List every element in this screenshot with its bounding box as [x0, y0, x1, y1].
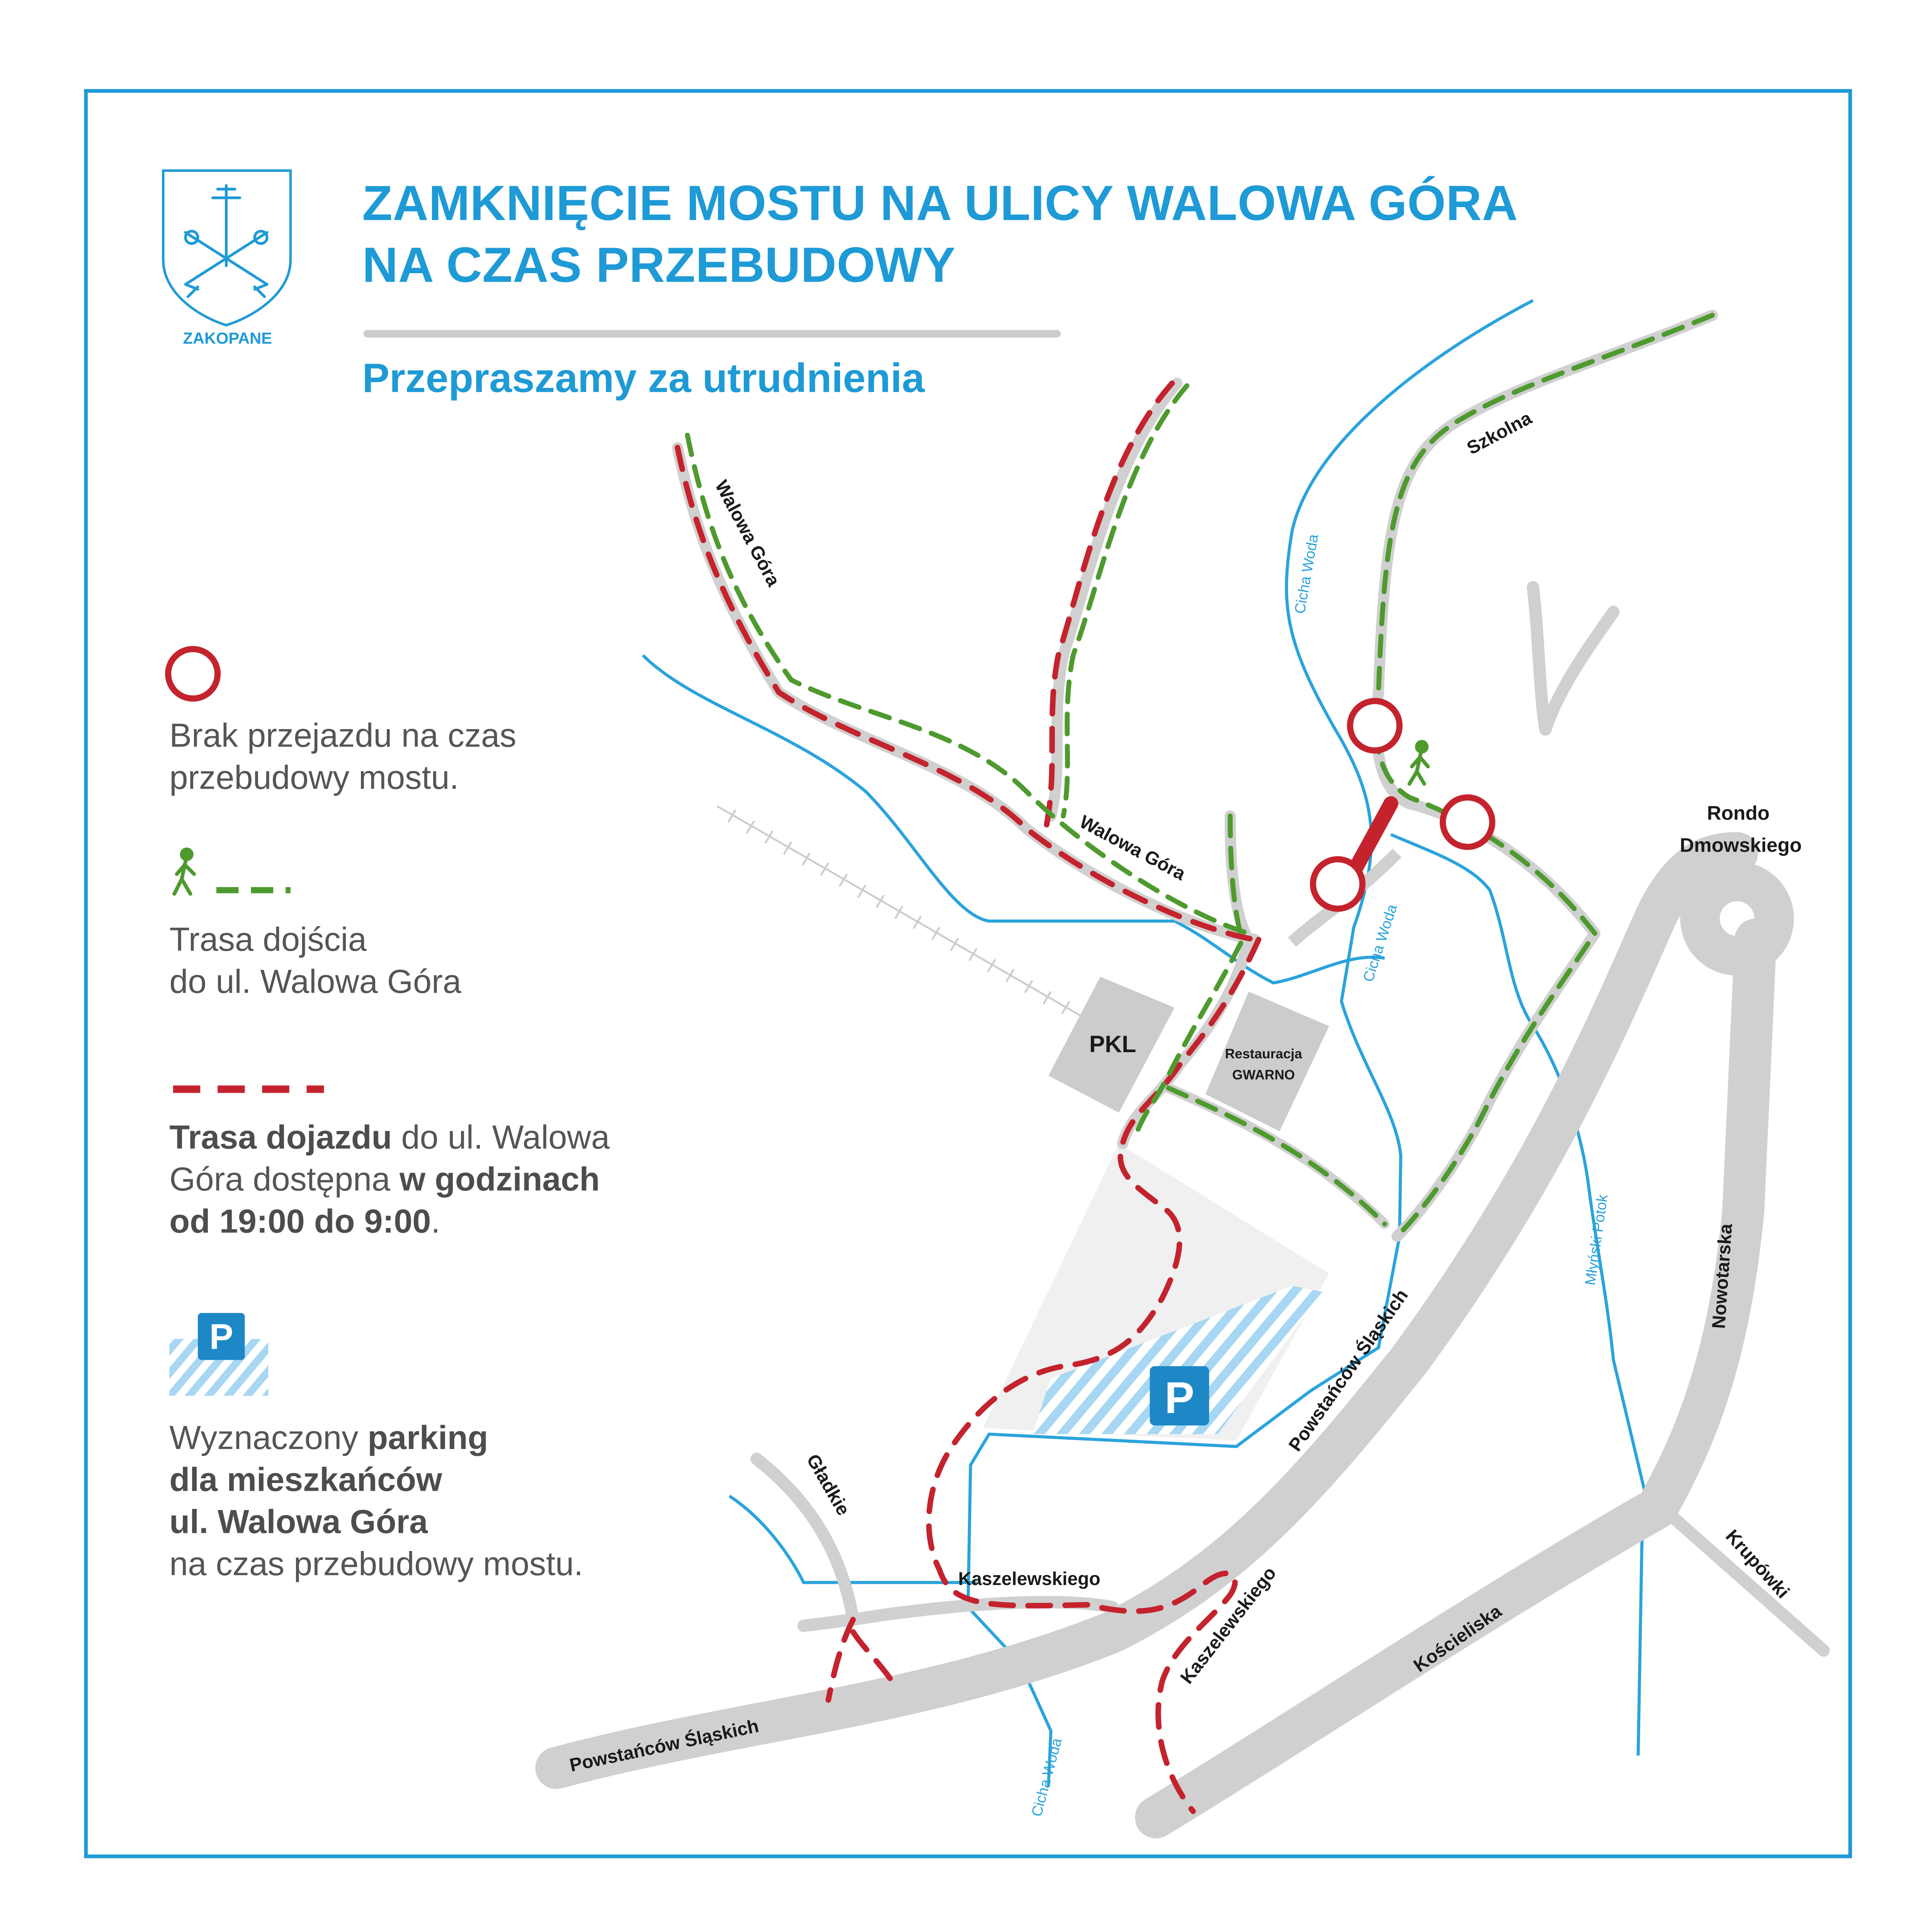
street-label: Rondo — [1707, 802, 1770, 824]
legend-line — [169, 1459, 583, 1501]
legend-line — [169, 1116, 610, 1158]
street-label: Kaszelewskiego — [1176, 1563, 1281, 1688]
legend-drive-text — [169, 1116, 610, 1242]
street-label: Dmowskiego — [1680, 834, 1802, 856]
legend-line — [169, 1417, 583, 1459]
street-label: Krupówki — [1721, 1526, 1793, 1602]
legend-line: Trasa dojścia — [169, 921, 367, 958]
title-line: ZAMKNIĘCIE MOSTU NA ULICY WALOWA GÓRA — [362, 177, 1518, 231]
legend-line: przebudowy mostu. — [169, 759, 459, 796]
legend-line: do ul. Walowa Góra — [169, 963, 461, 1000]
water-label: Cicha Woda — [1291, 533, 1322, 615]
legend-line — [169, 1201, 610, 1243]
street-label: Kościeliska — [1410, 1601, 1505, 1677]
legend-plain: Góra dostępna — [169, 1161, 400, 1198]
building-label-restaurant: Restauracja — [1225, 1046, 1302, 1061]
legend-plain: Wyznaczony — [169, 1419, 368, 1457]
street-label: Walowa Góra — [1076, 811, 1189, 884]
street-label: Walowa Góra — [711, 477, 784, 590]
legend-line: Brak przejazdu na czas — [169, 717, 517, 754]
legend-bold: w godzinach — [399, 1161, 600, 1198]
street-label: Powstańców Śląskich — [1285, 1285, 1412, 1455]
page-subtitle: Przepraszamy za utrudnienia — [362, 355, 925, 401]
street-label: Gładkie — [802, 1451, 854, 1519]
water-label: Cicha Woda — [1360, 902, 1401, 984]
legend-bold: ul. Walowa Góra — [169, 1503, 428, 1541]
legend-plain: . — [431, 1203, 440, 1240]
building-label-restaurant: GWARNO — [1232, 1067, 1295, 1083]
legend-bold: Trasa dojazdu — [169, 1119, 392, 1156]
legend-bold: parking — [367, 1419, 488, 1457]
legend-line: na czas przebudowy mostu. — [169, 1545, 583, 1583]
legend-bold: od 19:00 do 9:00 — [169, 1203, 431, 1240]
street-label: Szkolna — [1463, 408, 1535, 459]
legend-bold: dla mieszkańców — [169, 1461, 442, 1498]
legend-line — [169, 1158, 610, 1201]
legend-plain: do ul. Walowa — [392, 1119, 610, 1156]
water-label: Cicha Woda — [1028, 1736, 1065, 1818]
legend-parking-text — [169, 1417, 583, 1585]
legend-walk-text — [169, 918, 461, 1003]
street-label: Powstańców Śląskich — [568, 1716, 761, 1776]
street-label: Kaszelewskiego — [958, 1568, 1100, 1589]
title-line: NA CZAS PRZEBUDOWY — [362, 238, 956, 293]
building-label-pkl: PKL — [1089, 1031, 1136, 1057]
street-label: Nowotarska — [1708, 1223, 1736, 1330]
crest-label: ZAKOPANE — [183, 329, 272, 348]
legend-closed-text — [169, 714, 516, 799]
legend-parking-letter: P — [209, 1316, 233, 1357]
water-label: Młyński Potok — [1582, 1193, 1611, 1286]
page-title — [362, 173, 1518, 297]
legend-line — [169, 1501, 583, 1543]
parking-symbol: P — [1165, 1373, 1194, 1423]
